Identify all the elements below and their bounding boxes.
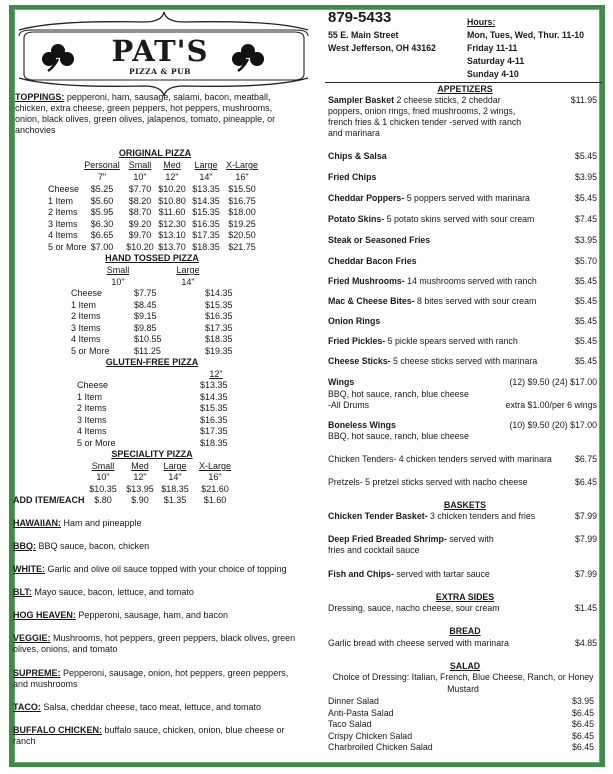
- item-price: $7.45: [574, 214, 597, 224]
- item-name: Fried Pickles-: [328, 336, 386, 346]
- toppings-label: TOPPINGS:: [15, 92, 65, 102]
- item-price: $6.45: [571, 707, 594, 718]
- price-cell: $20.50: [228, 230, 256, 241]
- specialty-name: BBQ:: [13, 541, 36, 551]
- menu-item: [328, 214, 534, 225]
- menu-item: [328, 534, 494, 545]
- price-cell: $13.35: [192, 184, 220, 194]
- size-label: 14": [199, 172, 213, 182]
- size-label: 12": [209, 369, 223, 379]
- specialty-pizza-item: [13, 725, 298, 747]
- section-title-original-pizza: ORIGINAL PIZZA: [118, 148, 192, 158]
- item-description-continued: fries and cocktail sauce: [328, 545, 420, 555]
- row-label: 5 or More: [48, 242, 87, 252]
- item-name: Fish and Chips-: [328, 569, 394, 579]
- shamrock-icon: [230, 43, 266, 73]
- section-title-hand-tossed: HAND TOSSED PIZZA: [105, 253, 199, 263]
- item-description: 5 pickle spears served with ranch: [385, 336, 518, 346]
- size-label: 10": [96, 472, 110, 482]
- price-cell: $18.35: [205, 334, 233, 344]
- item-price: $7.99: [574, 511, 597, 521]
- specialty-description: Salsa, cheddar cheese, taco meat, lettuce, and tomato: [43, 702, 261, 712]
- row-label: 3 Items: [48, 218, 78, 229]
- item-description: 3 chicken tenders and fries: [427, 511, 536, 521]
- item-name: Cheddar Poppers-: [328, 193, 405, 203]
- price-cell: $9.20: [128, 218, 152, 229]
- wings-name: Wings: [328, 377, 355, 387]
- wings-drums-price: extra $1.00/per 6 wings: [505, 400, 597, 410]
- price-cell: $16.35: [205, 311, 233, 321]
- price-cell: $9.15: [134, 311, 157, 321]
- column-header: Large: [176, 265, 200, 275]
- item-price: $6.45: [571, 730, 594, 741]
- item-price: $6.45: [574, 477, 597, 487]
- row-label: 3 Items: [77, 414, 107, 425]
- specialty-pizza-item: [13, 518, 298, 529]
- price-cell: $21.75: [228, 242, 256, 252]
- specialty-name: TACO:: [13, 702, 41, 712]
- item-price: $5.45: [574, 316, 597, 326]
- price-cell: $16.35: [200, 414, 228, 425]
- specialty-description: Mushrooms, hot peppers, green peppers, black olives, green olives, onions, and tomato: [13, 633, 296, 654]
- item-description: 5 cheese sticks served with marinara: [390, 356, 538, 366]
- specialty-description: buffalo sauce, chicken, onion, blue cheese or ranch: [13, 725, 285, 746]
- item-name: Fried Mushrooms-: [328, 276, 405, 286]
- price-cell: $15.35: [192, 207, 220, 218]
- add-item-price: $.80: [94, 495, 112, 505]
- price-cell: $10.20: [126, 242, 154, 252]
- price-cell: $6.30: [90, 218, 114, 229]
- item-price: $5.45: [574, 276, 597, 286]
- price-cell: $15.50: [228, 184, 256, 194]
- menu-item: [328, 336, 518, 347]
- specialty-name: HAWAIIAN:: [13, 518, 61, 528]
- item-price: $6.45: [571, 742, 594, 753]
- item-name: Fried Chips: [328, 172, 377, 182]
- price-cell: $18.35: [200, 437, 228, 448]
- size-label: 10": [111, 277, 125, 287]
- salad-item: Crispy Chicken Salad: [328, 730, 413, 741]
- specialty-name: SUPREME:: [13, 668, 61, 678]
- price-cell: $5.25: [90, 184, 114, 194]
- size-label: 16": [208, 472, 222, 482]
- item-name: Deep Fried Breaded Shrimp-: [328, 534, 447, 544]
- item-price: $7.99: [574, 534, 597, 544]
- price-cell: $18.35: [161, 484, 189, 494]
- section-title-extra-sides: EXTRA SIDES: [435, 592, 495, 602]
- item-price: $5.70: [574, 256, 597, 266]
- specialty-name: BLT:: [13, 587, 32, 597]
- item-name: Cheddar Bacon Fries: [328, 256, 417, 266]
- specialty-name: VEGGIE:: [13, 633, 51, 643]
- row-label: 5 or More: [77, 437, 116, 448]
- item-name: Potato Skins-: [328, 214, 385, 224]
- column-header: Small: [91, 461, 115, 471]
- boneless-wings-sauces: BBQ, hot sauce, ranch, blue cheese: [328, 431, 469, 441]
- toppings-text: [15, 92, 297, 136]
- price-cell: $5.60: [90, 195, 114, 206]
- column-header: Med: [131, 461, 149, 471]
- item-price: $5.45: [574, 151, 597, 161]
- price-cell: $16.75: [228, 195, 256, 206]
- menu-item: [328, 193, 530, 204]
- row-label: 2 Items: [48, 207, 78, 218]
- add-item-price: $.90: [131, 495, 149, 505]
- item-name: Pretzels-: [328, 477, 363, 487]
- hours-line: Mon, Tues, Wed, Thur. 11-10: [467, 30, 584, 40]
- specialty-name: WHITE:: [13, 564, 45, 574]
- menu-item: [328, 316, 380, 327]
- price-cell: $11.25: [134, 345, 161, 356]
- item-price: $6.45: [571, 719, 594, 730]
- price-cell: $13.70: [158, 242, 186, 252]
- row-label: 4 Items: [71, 334, 101, 344]
- item-price: $4.85: [574, 638, 597, 648]
- item-description: 5 potato skins served with sour cream: [384, 214, 535, 224]
- row-label: 1 Item: [71, 299, 97, 310]
- menu-item: [328, 256, 416, 267]
- item-price: $1.45: [574, 603, 597, 613]
- salad-item: Charbroiled Chicken Salad: [328, 742, 433, 753]
- price-cell: $15.35: [205, 299, 233, 310]
- column-header: X-Large: [198, 461, 232, 471]
- item-description: served with: [446, 534, 494, 544]
- row-label: 3 Items: [71, 322, 101, 333]
- item-name: Chicken Tender Basket-: [328, 511, 428, 521]
- menu-item-chicken-tenders: [328, 454, 552, 465]
- price-cell: $7.75: [134, 288, 157, 298]
- price-cell: $10.55: [134, 334, 162, 344]
- item-description: 2 cheese sticks, 2 cheddar poppers, onion rings, fried mushrooms, 2 wings, french fries & 1 chicken tender -served with ranch and marinara: [328, 95, 522, 138]
- price-cell: $17.35: [200, 426, 228, 436]
- row-label: 5 or More: [71, 345, 110, 356]
- price-cell: $9.70: [128, 230, 152, 241]
- item-price: $6.75: [574, 454, 597, 464]
- logo-name: PAT'S: [111, 34, 209, 68]
- price-cell: $10.80: [158, 195, 186, 206]
- address-line2: West Jefferson, OH 43162: [328, 43, 436, 53]
- item-price: $11.95: [570, 95, 597, 105]
- price-cell: $19.25: [228, 218, 256, 229]
- menu-item: [328, 569, 490, 580]
- hours-line: Saturday 4-11: [467, 56, 525, 66]
- item-price: $5.45: [574, 336, 597, 346]
- price-cell: $13.95: [126, 484, 154, 494]
- price-cell: $8.70: [128, 207, 152, 218]
- price-cell: $6.65: [90, 230, 114, 241]
- header-divider: [325, 82, 602, 83]
- salad-item: Taco Salad: [328, 719, 372, 730]
- extra-sides-description: Dressing, sauce, nacho cheese, sour cream: [328, 603, 500, 613]
- section-title-specialty-pizza: SPECIALITY PIZZA: [111, 449, 193, 459]
- specialty-pizza-item: [13, 702, 298, 713]
- price-cell: $15.35: [200, 403, 228, 413]
- toppings-list: pepperoni, ham, sausage, salami, bacon, meatball, chicken, extra cheese, green peppers, hot peppers, mushrooms, onion, black olives, green olives, jalapenos, tomato, pineapple, or anchovies: [15, 92, 276, 135]
- price-cell: $10.20: [158, 184, 186, 194]
- item-name: Onion Rings: [328, 316, 381, 326]
- specialty-description: Mayo sauce, bacon, lettuce, and tomato: [34, 587, 194, 597]
- item-description: 14 mushrooms served with ranch: [404, 276, 537, 286]
- column-header: X-Large: [225, 160, 259, 170]
- item-name: Chicken Tenders-: [328, 454, 397, 464]
- price-cell: $9.85: [134, 322, 157, 333]
- price-cell: $14.35: [200, 391, 228, 402]
- price-cell: $17.35: [192, 230, 220, 241]
- price-cell: $5.95: [90, 207, 114, 218]
- menu-item: [328, 276, 537, 287]
- specialty-description: Ham and pineapple: [63, 518, 142, 528]
- item-price: $5.45: [574, 356, 597, 366]
- logo-subtitle: PIZZA & PUB: [129, 67, 191, 76]
- price-cell: $11.60: [158, 207, 186, 218]
- price-cell: $18.00: [228, 207, 256, 218]
- item-price: $3.95: [574, 235, 597, 245]
- menu-item: [328, 151, 387, 162]
- salad-dressing-choices-continued: Mustard: [447, 684, 479, 694]
- price-cell: $17.35: [205, 322, 233, 333]
- phone-number: 879-5433: [328, 9, 392, 26]
- price-cell: $13.10: [158, 230, 186, 241]
- size-label: 14": [181, 277, 195, 287]
- specialty-name: BUFFALO CHICKEN:: [13, 725, 102, 735]
- size-label: 16": [235, 172, 249, 182]
- item-price: $5.45: [574, 296, 597, 306]
- price-cell: $7.00: [90, 242, 114, 252]
- add-item-price: $1.60: [203, 495, 227, 505]
- price-cell: $13.35: [200, 380, 228, 390]
- column-header: Small: [106, 265, 130, 275]
- row-label: 1 Item: [77, 391, 103, 402]
- item-description: 5 poppers served with marinara: [404, 193, 530, 203]
- column-header: Small: [128, 160, 152, 170]
- section-title-baskets: BASKETS: [443, 500, 487, 510]
- salad-dressing-choices: Choice of Dressing: Italian, French, Blue Cheese, Ranch, or Honey: [332, 672, 594, 682]
- item-price: $3.95: [571, 696, 594, 706]
- column-header: Large: [163, 461, 187, 471]
- specialty-pizza-item: [13, 587, 298, 598]
- menu-item: [328, 172, 376, 183]
- column-header: Large: [194, 160, 218, 170]
- specialty-description: Pepperoni, sausage, ham, and bacon: [78, 610, 228, 620]
- row-label: Cheese: [77, 380, 109, 390]
- menu-item: [328, 235, 430, 246]
- section-title-bread: BREAD: [449, 626, 481, 636]
- specialty-pizza-item: [13, 564, 298, 575]
- specialty-pizza-item: [13, 541, 298, 552]
- menu-item: [328, 296, 536, 307]
- price-cell: $16.35: [192, 218, 220, 229]
- menu-item-sampler-basket: [328, 95, 523, 139]
- specialty-description: Garlic and olive oil sauce topped with your choice of topping: [47, 564, 287, 574]
- boneless-wings-name: Boneless Wings: [328, 420, 396, 430]
- add-item-label: ADD ITEM/EACH: [13, 495, 85, 505]
- section-title-salad: SALAD: [449, 661, 481, 671]
- item-price: $3.95: [574, 172, 597, 182]
- price-cell: $8.45: [134, 299, 157, 310]
- shamrock-icon: [40, 43, 76, 73]
- menu-item-pretzels: [328, 477, 528, 488]
- specialty-pizza-item: [13, 668, 298, 690]
- item-description: 4 chicken tenders served with marinara: [396, 454, 552, 464]
- item-name: Sampler Basket: [328, 95, 395, 105]
- size-label: 12": [165, 172, 179, 182]
- specialty-pizza-item: [13, 610, 298, 621]
- hours-label: Hours:: [467, 17, 496, 27]
- menu-item: [328, 511, 535, 522]
- row-label: 1 Item: [48, 195, 74, 206]
- menu-item: [328, 356, 537, 367]
- wings-drums: -All Drums: [328, 400, 370, 410]
- price-cell: $18.35: [192, 242, 220, 252]
- price-cell: $8.20: [128, 195, 152, 206]
- price-cell: $14.35: [192, 195, 220, 206]
- price-cell: $14.35: [205, 288, 233, 298]
- size-label: 12": [133, 472, 147, 482]
- hours-line: Friday 11-11: [467, 43, 518, 53]
- section-title-appetizers: APPETIZERS: [437, 84, 493, 94]
- item-name: Cheese Sticks-: [328, 356, 391, 366]
- row-label: 4 Items: [77, 426, 107, 436]
- salad-item: Dinner Salad: [328, 696, 379, 706]
- item-description: 8 bites served with sour cream: [414, 296, 537, 306]
- item-price: $5.45: [574, 193, 597, 203]
- item-price: $7.99: [574, 569, 597, 579]
- address-line1: 55 E. Main Street: [328, 30, 399, 40]
- add-item-price: $1.35: [163, 495, 187, 505]
- row-label: 2 Items: [77, 403, 107, 413]
- section-title-gluten-free: GLUTEN-FREE PIZZA: [105, 357, 199, 367]
- price-cell: $19.35: [205, 345, 233, 356]
- item-description: served with tartar sauce: [393, 569, 490, 579]
- specialty-name: HOG HEAVEN:: [13, 610, 76, 620]
- boneless-wings-price: (10) $9.50 (20) $17.00: [509, 420, 597, 430]
- bread-description: Garlic bread with cheese served with marinara: [328, 638, 509, 648]
- item-name: Chips & Salsa: [328, 151, 387, 161]
- size-label: 10": [133, 172, 147, 182]
- salad-item: Anti-Pasta Salad: [328, 707, 394, 718]
- row-label: Cheese: [71, 288, 103, 298]
- hours-line: Sunday 4-10: [467, 69, 519, 79]
- price-cell: $7.70: [128, 184, 152, 194]
- specialty-pizza-item: [13, 633, 298, 655]
- item-description: 5 pretzel sticks served with nacho cheese: [362, 477, 528, 487]
- row-label: 2 Items: [71, 311, 101, 321]
- item-name: Steak or Seasoned Fries: [328, 235, 431, 245]
- size-label: 14": [168, 472, 182, 482]
- specialty-description: Pepperoni, sausage, onion, hot peppers, green peppers, and mushrooms: [13, 668, 289, 689]
- item-name: Mac & Cheese Bites-: [328, 296, 415, 306]
- wings-sauces: BBQ, hot sauce, ranch, blue cheese: [328, 389, 469, 399]
- column-header: Personal: [84, 160, 120, 170]
- row-label: 4 Items: [48, 230, 78, 241]
- wings-price: (12) $9.50 (24) $17.00: [509, 377, 597, 387]
- specialty-description: BBQ sauce, bacon, chicken: [38, 541, 150, 551]
- size-label: 7": [97, 172, 107, 182]
- price-cell: $21.60: [201, 484, 229, 494]
- price-cell: $10.35: [89, 484, 117, 494]
- column-header: Med: [163, 160, 181, 170]
- row-label: Cheese: [48, 184, 80, 194]
- price-cell: $12.30: [158, 218, 186, 229]
